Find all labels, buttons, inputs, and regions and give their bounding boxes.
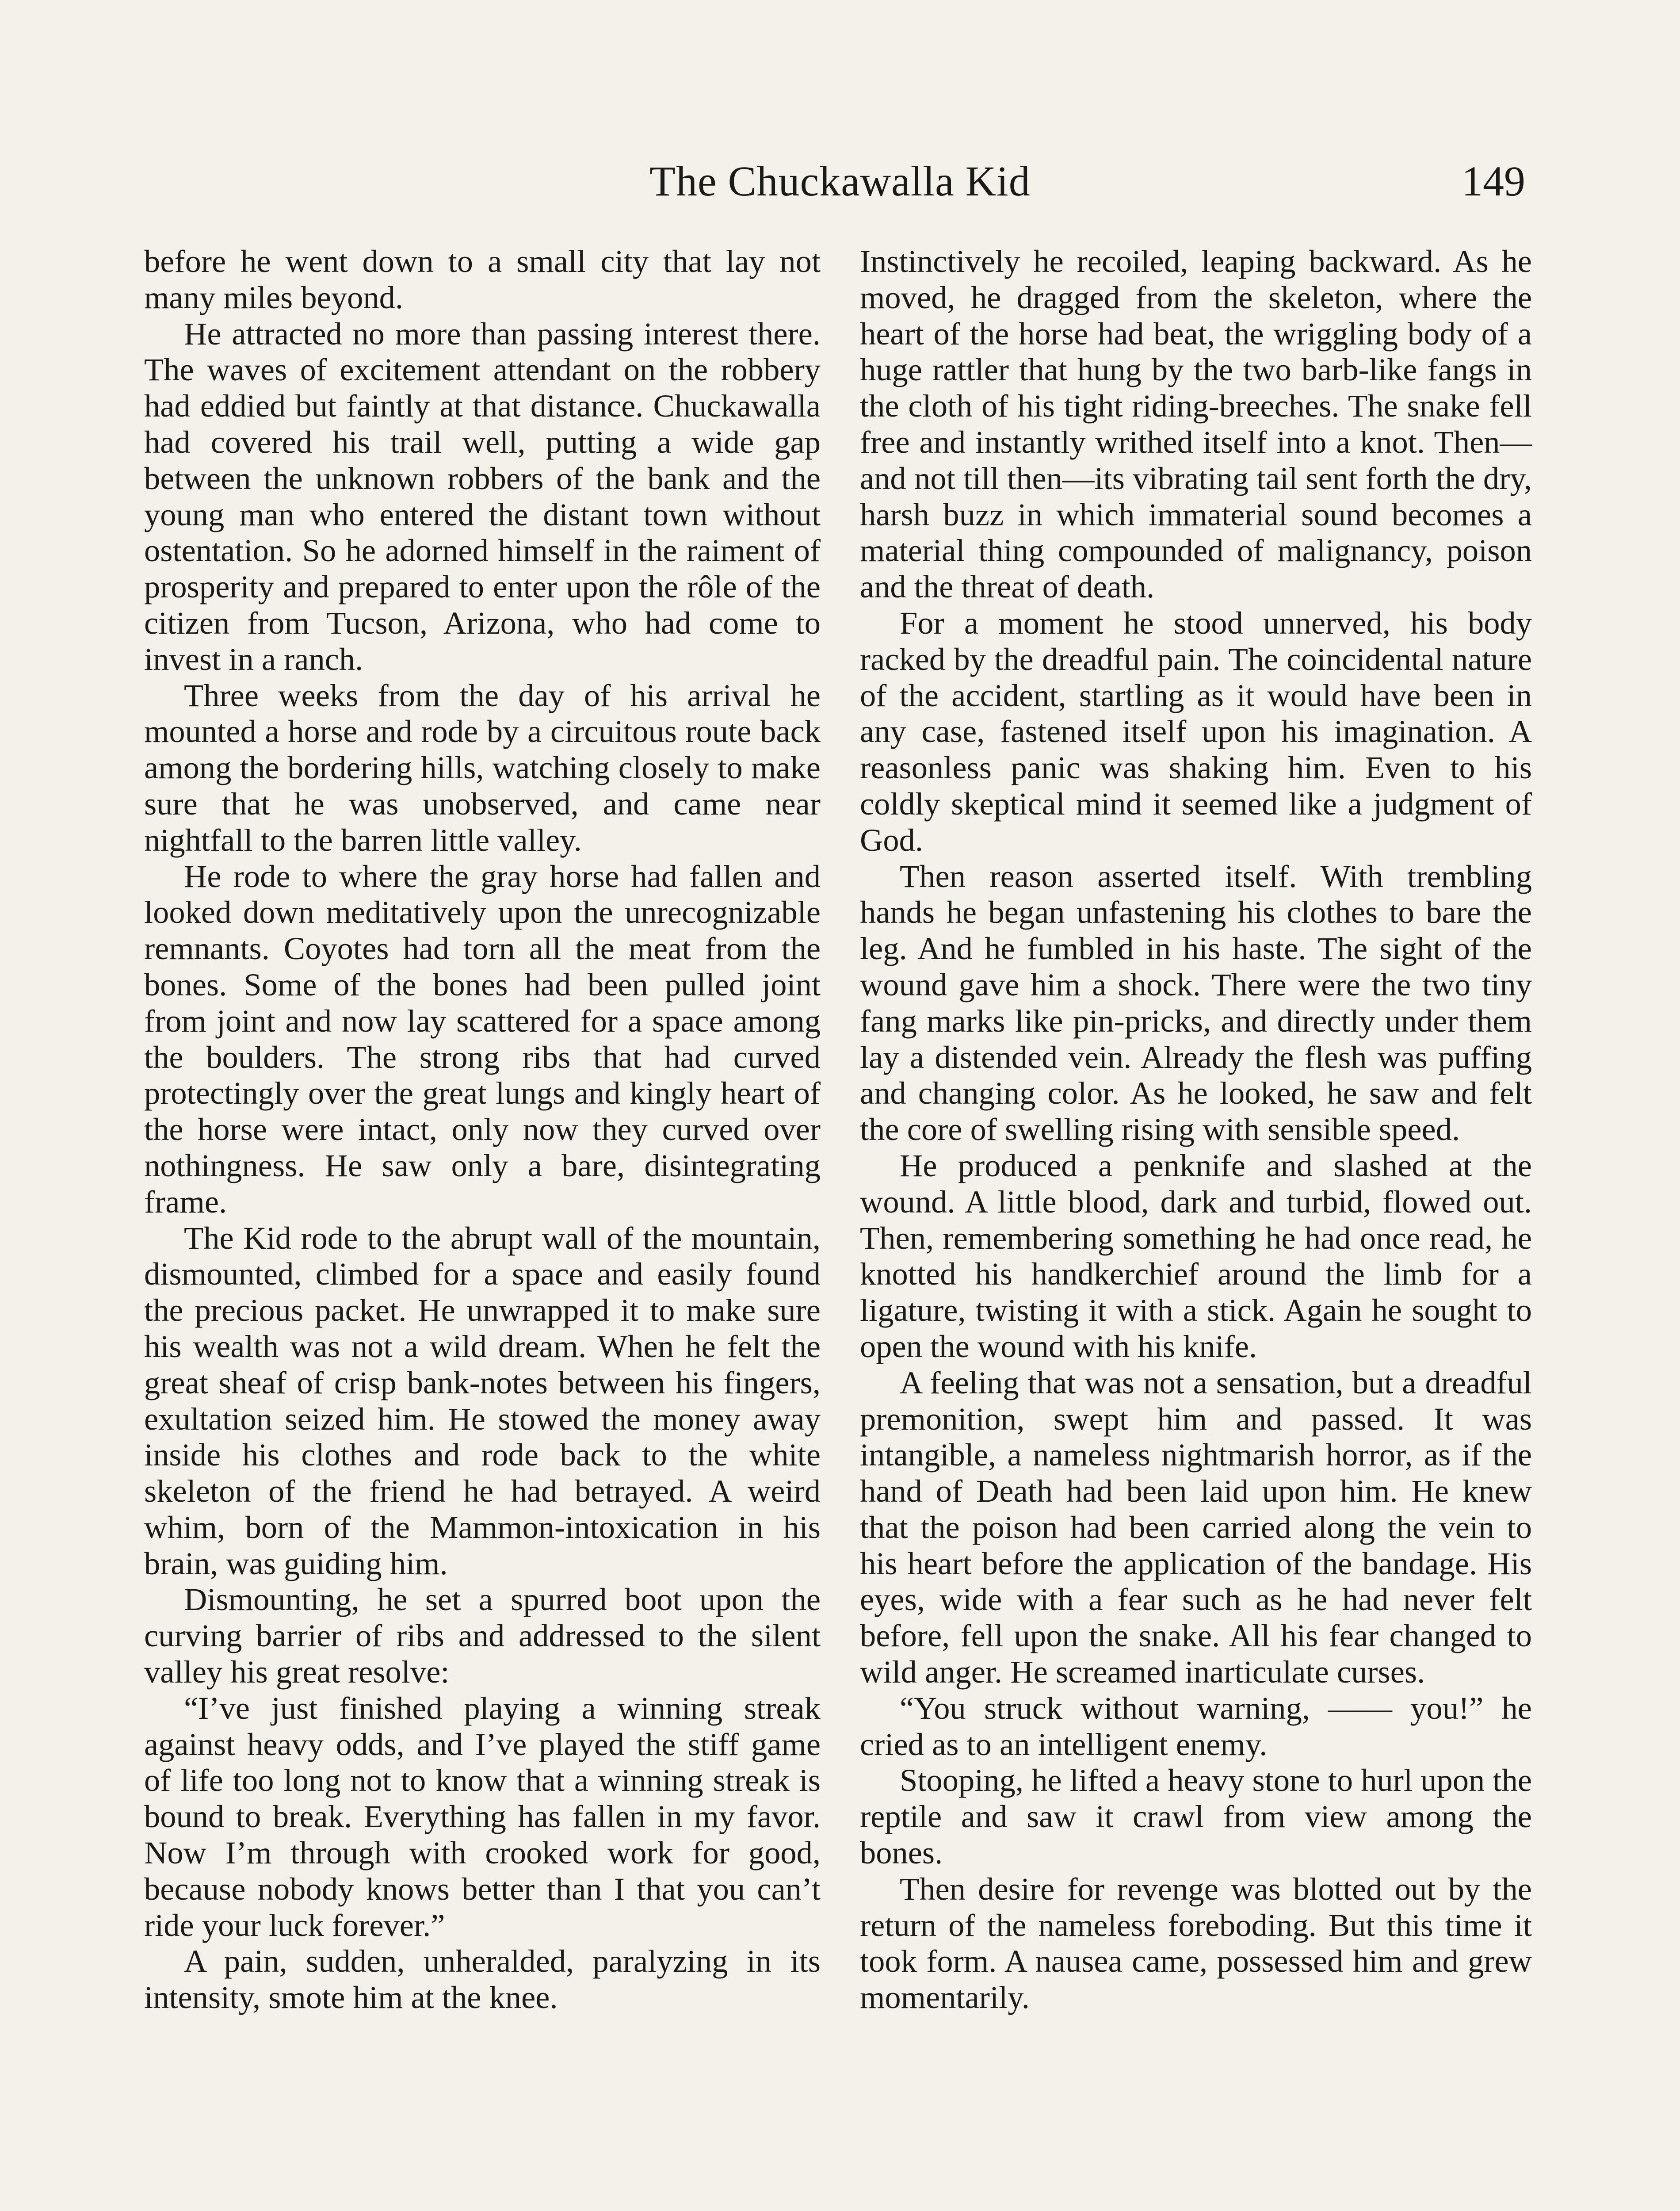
paragraph: For a moment he stood unnerved, his body racked by the dreadful pain. The coincidental nature of the accident, startling as it would have been in any case, fastened itself upon his imagination. A reasonless panic was shaking him. Even to his coldly skeptical mind it seemed like a judgment of God.: [860, 604, 1532, 858]
paragraph: Instinctively he recoiled, leaping backward. As he moved, he dragged from the skeleton, where the heart of the horse had beat, the wriggling body of a huge rattler that hung by the two barb-like fangs in the cloth of his tight riding-breeches. The snake fell free and instantly writhed itself into a knot. Then—and not till then—its vibrating tail sent forth the dry, harsh buzz in which immaterial sound becomes a material thing compounded of malignancy, poison and the threat of death.: [860, 243, 1532, 605]
paragraph: “I’ve just finished playing a winning streak against heavy odds, and I’ve played the stiff game of life too long not to know that a winning streak is bound to break. Everything has fallen in my favor. Now I’m through with crooked work for good, because nobody knows better than I that you can’t ride your luck forever.”: [144, 1690, 821, 1943]
page-number: 149: [1462, 157, 1525, 205]
paragraph: The Kid rode to the abrupt wall of the mountain, dismounted, climbed for a space and easily found the precious packet. He unwrapped it to make sure his wealth was not a wild dream. When he felt the great sheaf of crisp bank-notes between his fingers, exultation seized him. He stowed the money away inside his clothes and rode back to the white skeleton of the friend he had betrayed. A weird whim, born of the Mammon-intoxication in his brain, was guiding him.: [144, 1220, 821, 1581]
running-title: The Chuckawalla Kid: [649, 157, 1031, 205]
paragraph: A feeling that was not a sensation, but a dreadful premonition, swept him and passed. It was intangible, a nameless nightmarish horror, as if the hand of Death had been laid upon him. He knew that the poison had been carried along the vein to his heart before the application of the bandage. His eyes, wide with a fear such as he had never felt before, fell upon the snake. All his fear changed to wild anger. He screamed inarticulate curses.: [860, 1364, 1532, 1690]
paragraph: Then reason asserted itself. With trembling hands he began unfastening his clothes to bare the leg. And he fumbled in his haste. The sight of the wound gave him a shock. There were the two tiny fang marks like pin-pricks, and directly under them lay a distended vein. Already the flesh was puffing and changing color. As he looked, he saw and felt the core of swelling rising with sensible speed.: [860, 858, 1532, 1148]
paragraph: Three weeks from the day of his arrival he mounted a horse and rode by a circuitous route back among the bordering hills, watching closely to make sure that he was unobserved, and came near nightfall to the barren little valley.: [144, 677, 821, 858]
paragraph: Then desire for revenge was blotted out by the return of the nameless foreboding. But this time it took form. A nausea came, possessed him and grew momentarily.: [860, 1871, 1532, 2016]
paragraph: “You struck without warning, —— you!” he cried as to an intelligent enemy.: [860, 1690, 1532, 1762]
left-column: [144, 243, 821, 2016]
right-column: [860, 243, 1532, 2016]
paragraph: Stooping, he lifted a heavy stone to hurl upon the reptile and saw it crawl from view among the bones.: [860, 1762, 1532, 1871]
paragraph: He rode to where the gray horse had fallen and looked down meditatively upon the unrecognizable remnants. Coyotes had torn all the meat from the bones. Some of the bones had been pulled joint from joint and now lay scattered for a space among the boulders. The strong ribs that had curved protectingly over the great lungs and kingly heart of the horse were intact, only now they curved over nothingness. He saw only a bare, disintegrating frame.: [144, 858, 821, 1220]
page-header: [141, 150, 1539, 221]
paragraph: before he went down to a small city that lay not many miles beyond.: [144, 243, 821, 315]
paragraph: He attracted no more than passing interest there. The waves of excitement attendant on the robbery had eddied but faintly at that distance. Chuckawalla had covered his trail well, putting a wide gap between the unknown robbers of the bank and the young man who entered the distant town without ostentation. So he adorned himself in the raiment of prosperity and prepared to enter upon the rôle of the citizen from Tucson, Arizona, who had come to invest in a ranch.: [144, 315, 821, 677]
paragraph: He produced a penknife and slashed at the wound. A little blood, dark and turbid, flowed out. Then, remembering something he had once read, he knotted his handkerchief around the limb for a ligature, twisting it with a stick. Again he sought to open the wound with his knife.: [860, 1147, 1532, 1364]
paragraph: Dismounting, he set a spurred boot upon the curving barrier of ribs and addressed to the silent valley his great resolve:: [144, 1581, 821, 1690]
paragraph: A pain, sudden, unheralded, paralyzing in its intensity, smote him at the knee.: [144, 1943, 821, 2016]
